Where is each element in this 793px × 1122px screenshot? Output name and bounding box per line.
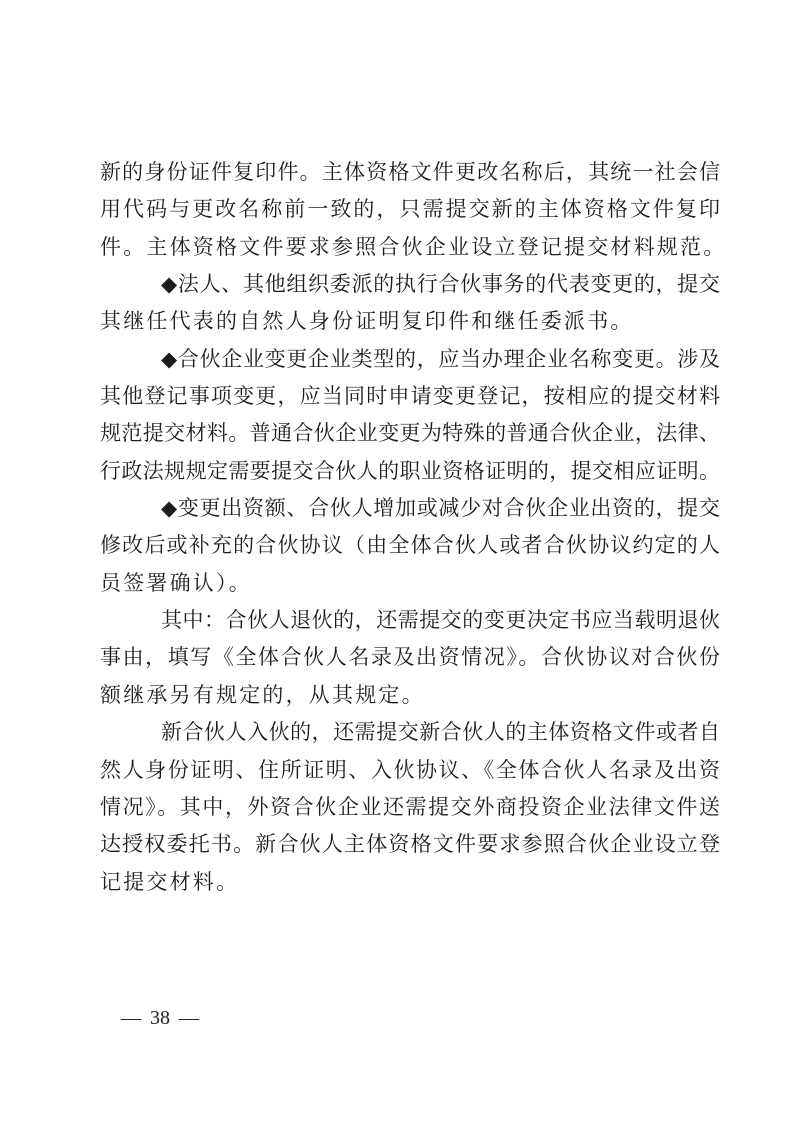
text-line: 新的身份证件复印件。主体资格文件更改名称后，其统一社会信 [100, 160, 720, 184]
text-line: 用代码与更改名称前一致的，只需提交新的主体资格文件复印 [100, 197, 720, 222]
paragraph [100, 490, 720, 602]
paragraph [100, 714, 720, 901]
text-block [100, 154, 727, 901]
paragraph [100, 341, 720, 490]
text-line: 情况》。其中，外资合伙企业还需提交外商投资企业法律文件送 [100, 794, 720, 819]
paragraph [100, 154, 727, 266]
text-line: 事由，填写《全体合伙人名录及出资情况》。合伙协议对合伙份 [100, 645, 720, 670]
page-number: — 38 — [121, 1007, 199, 1029]
text-line: 规范提交材料。普通合伙企业变更为特殊的普通合伙企业，法律、 [100, 421, 720, 446]
text-line: ◆变更出资额、合伙人增加或减少对合伙企业出资的，提交 [161, 496, 720, 521]
text-line: 其继任代表的自然人身份证明复印件和继任委派书。 [100, 309, 634, 334]
paragraph [100, 266, 720, 341]
text-line: 其他登记事项变更，应当同时申请变更登记，按相应的提交材料 [100, 384, 720, 409]
text-line: 然人身份证明、住所证明、入伙协议、《全体合伙人名录及出资 [100, 757, 720, 782]
text-line: 新合伙人入伙的，还需提交新合伙人的主体资格文件或者自 [161, 720, 720, 745]
text-line: 员签署确认）。 [100, 570, 252, 595]
text-line: 行政法规规定需要提交合伙人的职业资格证明的，提交相应证明。 [100, 458, 720, 483]
text-line: 达授权委托书。新合伙人主体资格文件要求参照合伙企业设立登 [100, 832, 720, 857]
text-line: 记提交材料。 [100, 869, 240, 894]
text-line: 修改后或补充的合伙协议（由全体合伙人或者合伙协议约定的人 [100, 533, 720, 558]
text-line: 件。主体资格文件要求参照合伙企业设立登记提交材料规范。 [100, 234, 727, 259]
text-line: 其中：合伙人退伙的，还需提交的变更决定书应当载明退伙 [161, 608, 720, 633]
text-line: ◆合伙企业变更企业类型的，应当办理企业名称变更。涉及 [161, 346, 720, 371]
paragraph [100, 602, 720, 714]
text-line: ◆法人、其他组织委派的执行合伙事务的代表变更的，提交 [161, 272, 720, 297]
text-line: 额继承另有规定的，从其规定。 [100, 682, 425, 707]
